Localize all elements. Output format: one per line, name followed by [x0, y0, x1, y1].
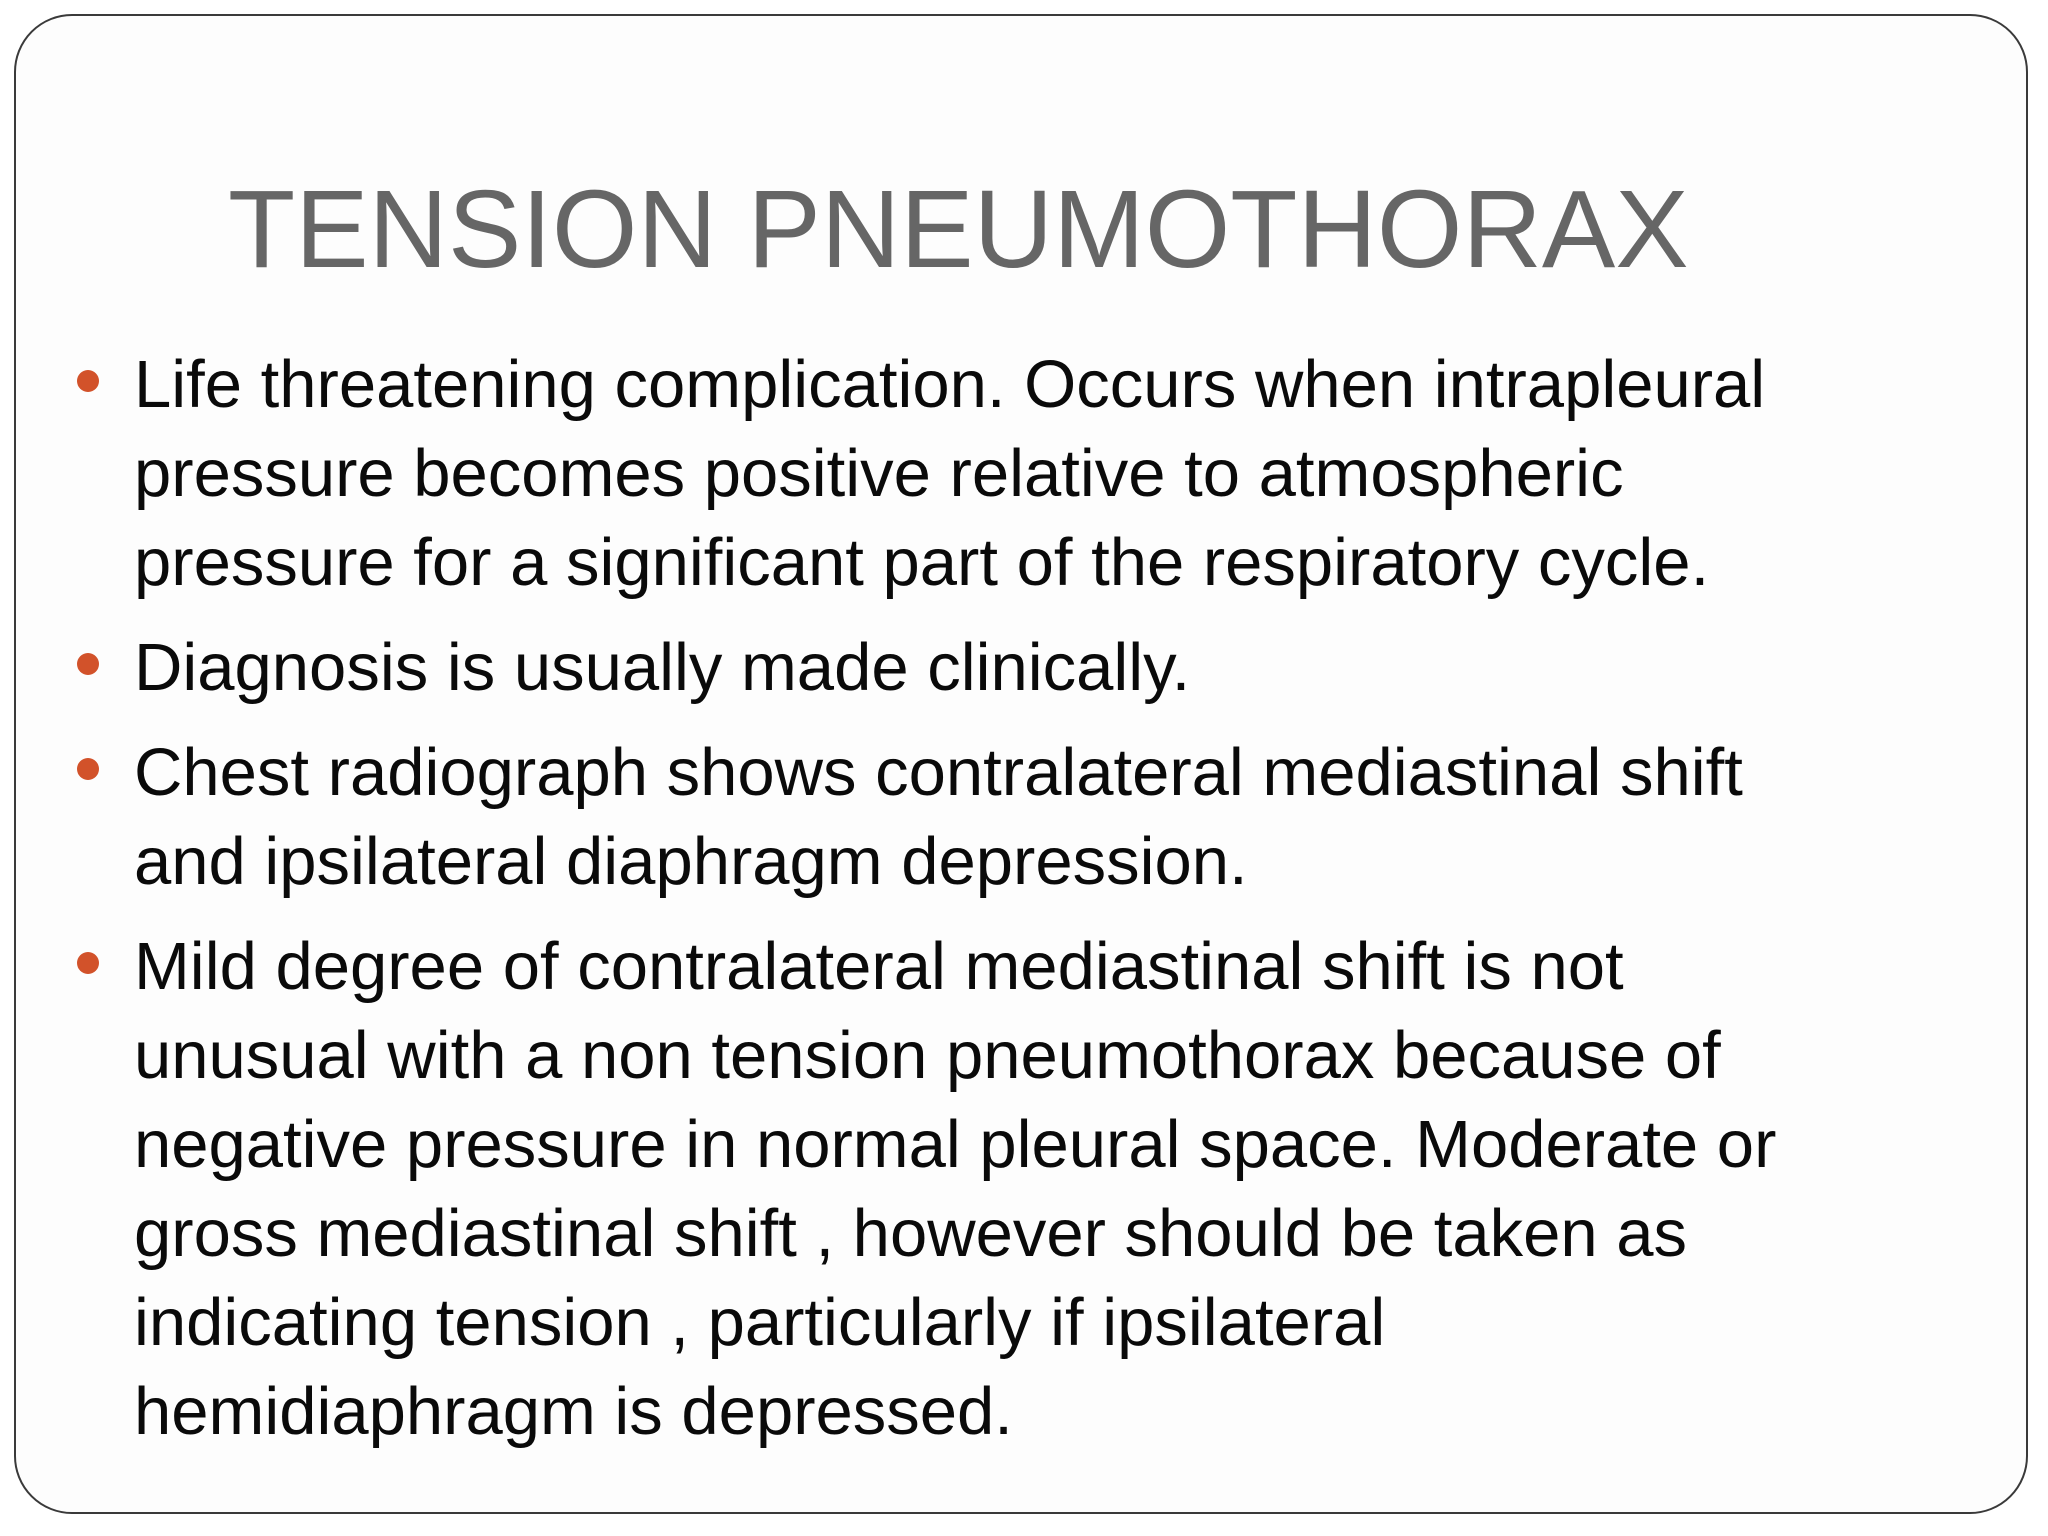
bullet-list: [0, 340, 2048, 1472]
bullet-line: negative pressure in normal pleural space. Moderate or: [134, 1107, 1777, 1182]
bullet-line: Diagnosis is usually made clinically.: [134, 630, 1191, 705]
bullet-dot-icon: [77, 758, 99, 780]
bullet-line: Mild degree of contralateral mediastinal shift is not: [134, 929, 1624, 1004]
bullet-line: gross mediastinal shift , however should be taken as: [134, 1196, 1688, 1271]
bullet-dot-icon: [77, 653, 99, 675]
bullet-line: unusual with a non tension pneumothorax because of: [134, 1018, 1721, 1093]
bullet-item: [0, 728, 2048, 906]
bullet-line: and ipsilateral diaphragm depression.: [134, 824, 1248, 899]
slide-title: TENSION PNEUMOTHORAX: [228, 168, 1689, 291]
bullet-line: pressure becomes positive relative to atmospheric: [134, 436, 1624, 511]
bullet-item: [0, 340, 2048, 607]
bullet-item: [0, 623, 2048, 712]
bullet-line: Chest radiograph shows contralateral mediastinal shift: [134, 735, 1743, 810]
bullet-line: Life threatening complication. Occurs when intrapleural: [134, 347, 1766, 422]
bullet-line: pressure for a significant part of the respiratory cycle.: [134, 525, 1710, 600]
bullet-line: hemidiaphragm is depressed.: [134, 1374, 1013, 1449]
bullet-item: [0, 922, 2048, 1456]
bullet-line: indicating tension , particularly if ipsilateral: [134, 1285, 1386, 1360]
bullet-dot-icon: [77, 952, 99, 974]
bullet-dot-icon: [77, 370, 99, 392]
